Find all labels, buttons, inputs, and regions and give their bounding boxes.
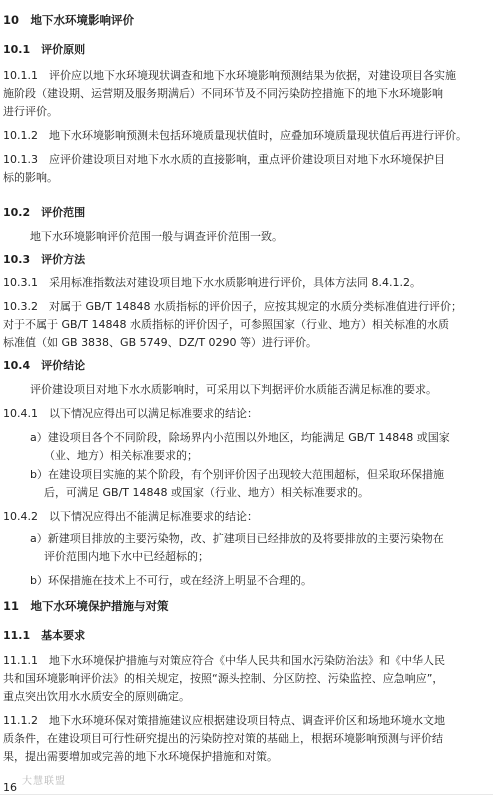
text-line: 标的影响。 <box>3 171 58 184</box>
section-heading: 11 地下水环境保护措施与对策 <box>3 599 169 613</box>
subsection-heading: 10.1 评价原则 <box>3 43 86 56</box>
text-line: 重点突出饮用水水质安全的原则确定。 <box>3 690 190 703</box>
section-heading: 10 地下水环境影响评价 <box>3 13 135 27</box>
subsection-heading: 10.2 评价范围 <box>3 206 86 219</box>
text-line: a）新建项目排放的主要污染物，改、扩建项目已经排放的及将要排放的主要污染物在 <box>30 532 444 545</box>
text-line: 10.3.2 对属于 GB/T 14848 水质指标的评价因子，应按其规定的水质分类标准值进行评价； <box>3 300 462 313</box>
text-line: 施阶段（建设期、运营期及服务期满后）不同环节及不同污染防控措施下的地下水环境影响 <box>3 87 443 100</box>
text-line: （业、地方）相关标准要求的； <box>44 449 198 462</box>
text-line: 质条件，在建设项目可行性研究提出的污染防控对策的基础上，根据环境影响预测与评价结 <box>3 732 443 745</box>
text-line: 地下水环境影响评价范围一般与调查评价范围一致。 <box>30 230 283 243</box>
text-line: 10.4.1 以下情况应得出可以满足标准要求的结论： <box>3 407 258 420</box>
text-line: 共和国环境影响评价法》的相关规定，按照“源头控制、分区防控、污染监控、应急响应”， <box>3 672 444 685</box>
text-line: 10.1.1 评价应以地下水环境现状调查和地下水环境影响预测结果为依据，对建设项目各实施 <box>3 69 456 82</box>
text-line: 11.1.2 地下水环境环保对策措施建议应根据建设项目特点、调查评价区和场地环境水文地 <box>3 714 445 727</box>
text-line: 进行评价。 <box>3 105 58 118</box>
text-line: 评价范围内地下水中已经超标的； <box>44 550 209 563</box>
text-line: 11.1.1 地下水环境保护措施与对策应符合《中华人民共和国水污染防治法》和《中华人民 <box>3 654 445 667</box>
text-line: 果，提出需要增加或完善的地下水环境保护措施和对策。 <box>3 750 278 763</box>
text-line: 标准值（如 GB 3838、GB 5749、DZ/T 0290 等）进行评价。 <box>3 336 318 349</box>
text-line: b）环保措施在技术上不可行，或在经济上明显不合理的。 <box>30 574 312 587</box>
watermark-logo: 大慧联盟 <box>22 776 66 787</box>
text-line: 对于不属于 GB/T 14848 水质指标的评价因子，可参照国家（行业、地方）相关标准的水质 <box>3 318 449 331</box>
subsection-heading: 11.1 基本要求 <box>3 629 86 642</box>
text-line: 10.4.2 以下情况应得出不能满足标准要求的结论： <box>3 510 258 523</box>
text-line: 10.3.1 采用标准指数法对建设项目地下水水质影响进行评价，具体方法同 8.4.1.2。 <box>3 276 421 289</box>
text-line: 10.1.2 地下水环境影响预测未包括环境质量现状值时，应叠加环境质量现状值后再进行评价。 <box>3 129 467 142</box>
subsection-heading: 10.3 评价方法 <box>3 253 86 266</box>
text-line: 评价建设项目对地下水水质影响时，可采用以下判据评价水质能否满足标准的要求。 <box>30 383 437 396</box>
text-line: 后，可满足 GB/T 14848 或国家（行业、地方）相关标准要求的。 <box>44 486 369 499</box>
text-line: b）在建设项目实施的某个阶段，有个别评价因子出现较大范围超标，但采取环保措施 <box>30 468 444 481</box>
subsection-heading: 10.4 评价结论 <box>3 359 86 372</box>
text-line: 10.1.3 应评价建设项目对地下水水质的直接影响，重点评价建设项目对地下水环境保护目 <box>3 153 445 166</box>
page-number: 16 <box>3 781 17 794</box>
text-line: a）建设项目各个不同阶段，除场界内小范围以外地区，均能满足 GB/T 14848 或国家 <box>30 431 450 444</box>
